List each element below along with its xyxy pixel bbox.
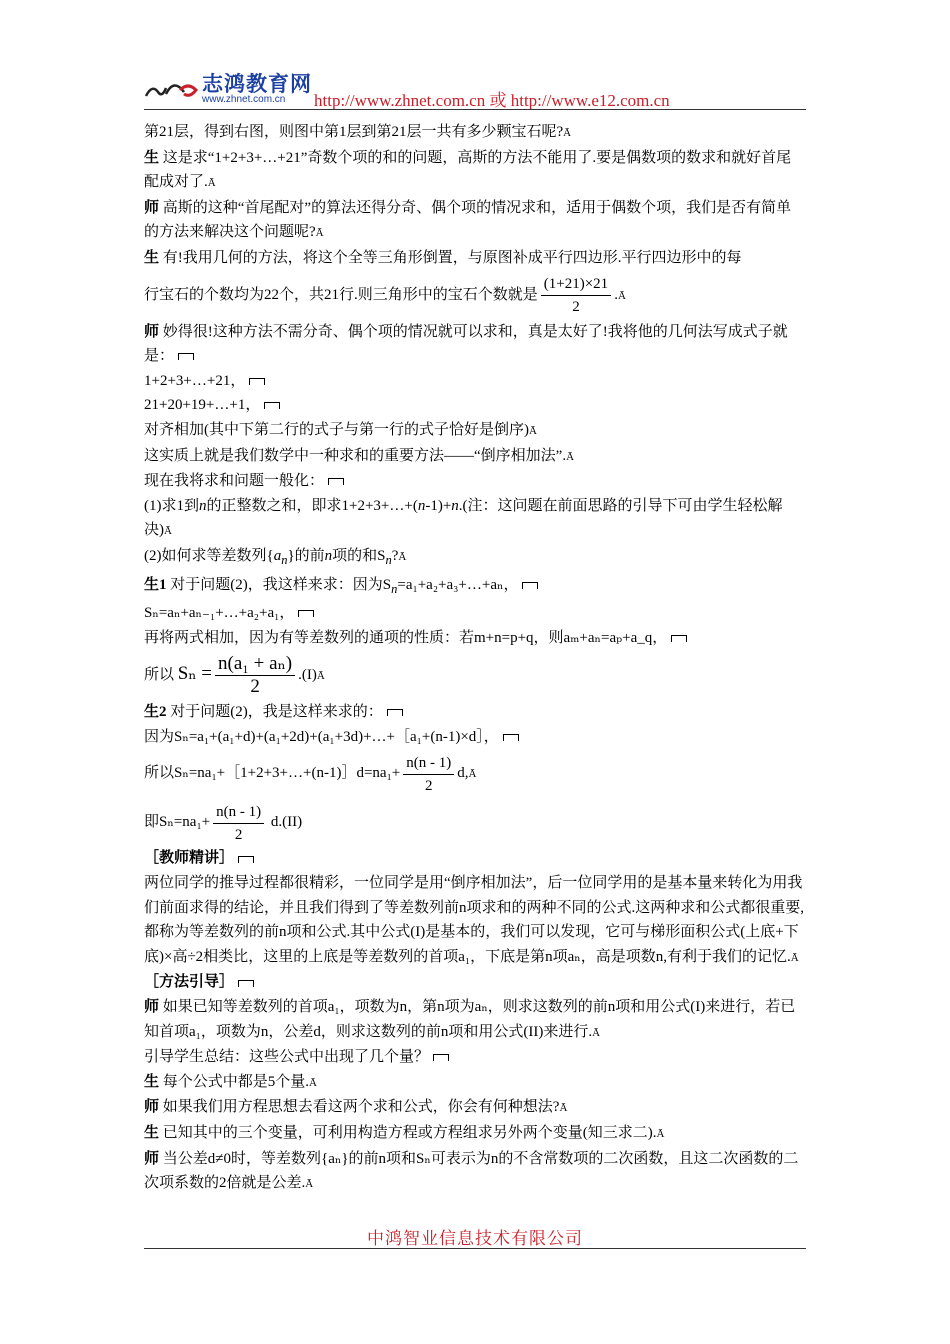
link-zhnet[interactable]: http://www.zhnet.com.cn [314, 91, 486, 110]
footer-rule [144, 1248, 806, 1249]
speaker-teacher: 师 [144, 199, 160, 216]
paragraph: 生 已知其中的三个变量，可利用构造方程或方程组求另外两个变量(知三求二).Ā [144, 1125, 665, 1141]
paragraph: 生 每个公式中都是5个量.Ā [144, 1073, 317, 1090]
speaker-teacher: 师 [144, 1150, 160, 1167]
return-mark-icon [249, 378, 265, 385]
paragraph: 再将两式相加，因为有等差数列的通项的性质：若m+n=p+q，则aₘ+aₙ=aₚ+a_q， [144, 626, 806, 651]
speaker-teacher: 师 [144, 323, 160, 340]
speaker-teacher: 师 [144, 999, 160, 1016]
return-mark-icon [522, 582, 538, 589]
paragraph: 行宝石的个数均为22个，共21行.则三角形中的宝石个数就是 $\frac{(1+21)\times 21}{2}$ .Ā [144, 271, 806, 320]
return-mark-icon [238, 856, 254, 863]
return-mark-icon [298, 610, 314, 617]
paragraph: 现在我将求和问题一般化： [144, 469, 806, 494]
formula-line: 所以Sₙ=na₁+［1+2+3+…+(n-1)］d=na₁+ $\frac{n(n - 1)}{2}$ d,Ā [144, 749, 806, 798]
speaker-student: 生 [144, 1125, 160, 1141]
return-mark-icon [178, 353, 194, 360]
return-mark-icon [387, 709, 403, 716]
return-mark-icon [238, 980, 254, 987]
page-header [144, 66, 806, 110]
speaker-student: 生 [144, 1073, 160, 1090]
site-logo[interactable] [144, 68, 314, 108]
logo-swoosh-icon [144, 68, 200, 108]
fraction: $\frac{\text{n(a₁ + aₙ)}}{2}$ [215, 653, 295, 698]
formula-line: 即Sₙ=na₁+ $\frac{n(n - 1)}{2}$ d.(II) [144, 798, 806, 846]
paragraph: 21+20+19+…+1， [144, 393, 806, 418]
header-links [314, 86, 670, 111]
paragraph: (2)如何求等差数列$\{a_n\}$的前n项的和$S_n?Ā$ [144, 547, 407, 567]
return-mark-icon [503, 734, 519, 741]
link-e12[interactable]: http://www.e12.com.cn [510, 91, 670, 110]
return-mark-icon [328, 478, 344, 485]
paragraph: 1+2+3+…+21， [144, 369, 806, 394]
formula-line: 所以 Sₙ = $\frac{\text{n(a₁ + aₙ)}}{2}$ .(I)Ā [144, 653, 325, 698]
header-rule [144, 109, 806, 110]
speaker-student: 生 [144, 149, 160, 166]
paragraph: Sₙ=aₙ+aₙ₋₁+…+a₂+a₁， [144, 601, 806, 626]
link-separator: 或 [485, 91, 511, 110]
return-mark-icon [264, 402, 280, 409]
section-heading: ［方法引导］ [144, 970, 806, 995]
return-mark-icon [433, 1054, 449, 1061]
paragraph: 师 妙得很!这种方法不需分奇、偶个项的情况就可以求和，真是太好了!我将他的几何法写成式子就是： [144, 323, 788, 365]
logo-title: 志鸿教育网 [202, 72, 312, 96]
speaker-teacher: 师 [144, 1099, 160, 1116]
paragraph: 两位同学的推导过程都很精彩，一位同学是用“倒序相加法”，后一位同学用的是基本量来转化为用我们前面求得的结论，并且我们得到了等差数列前n项求和的两种不同的公式.这两种求和公式都很重要,都称为等差数列的前n项和公式.其中公式(I)是基本的，我们可以发现，它可与梯形面积公式(上底+下底)×高÷2相类比，这里的上底是等差数列的首项a₁，下底是第n项aₙ，高是项数n,有利于我们的记忆.Ā [144, 875, 805, 965]
paragraph: 生 这是求“1+2+3+…+21”奇数个项的和的问题，高斯的方法不能用了.要是偶数项的数求和就好首尾配成对了.Ā [144, 149, 792, 191]
paragraph: 引导学生总结：这些公式中出现了几个量？ [144, 1045, 806, 1070]
paragraph: 生2 对于问题(2)，我是这样来求的： [144, 700, 806, 725]
paragraph: 师 高斯的这种“首尾配对”的算法还得分奇、偶个项的情况求和，适用于偶数个项，我们是否有简单的方法来解决这个问题呢?Ā [144, 199, 792, 241]
paragraph: 生1 对于问题(2)，我这样来求：因为$S_n=a_1+a_2+a_3+\dots+a_n$， [144, 573, 806, 602]
paragraph: 生 有!我用几何的方法，将这个全等三角形倒置，与原图补成平行四边形.平行四边形中的每 [144, 249, 742, 266]
paragraph: 这实质上就是我们数学中一种求和的重要方法——“倒序相加法”.Ā [144, 447, 575, 464]
paragraph: 师 如果我们用方程思想去看这两个求和公式，你会有何种想法?Ā [144, 1099, 568, 1116]
fraction: $\frac{n(n - 1)}{2}$ [213, 801, 264, 846]
fraction: $\frac{(1+21)\times 21}{2}$ [541, 273, 611, 318]
logo-url: www.zhnet.com.cn [202, 94, 286, 105]
paragraph: (1)求1到n的正整数之和，即求1+2+3+…+(n-1)+n.(注：这问题在前面思路的引导下可由学生轻松解决)Ā [144, 497, 783, 539]
fraction: $\frac{n(n - 1)}{2}$ [403, 752, 454, 797]
return-mark-icon [671, 635, 687, 642]
section-heading: ［教师精讲］ [144, 846, 806, 871]
speaker-student-1: 生1 [144, 576, 167, 593]
paragraph: 师 当公差d≠0时，等差数列{aₙ}的前n项和Sₙ可表示为n的不含常数项的二次函数，且这二次函数的二次项系数的2倍就是公差.Ā [144, 1150, 799, 1192]
paragraph: 第21层，得到右图，则图中第1层到第21层一共有多少颗宝石呢?Ā [144, 124, 572, 140]
paragraph: 对齐相加(其中下第二行的式子与第一行的式子恰好是倒序)Ā [144, 421, 537, 438]
speaker-student: 生 [144, 249, 160, 266]
speaker-student-2: 生2 [144, 704, 167, 721]
paragraph: 师 如果已知等差数列的首项a₁，项数为n，第n项为aₙ，则求这数列的前n项和用公式(I)来进行，若已知首项a₁，项数为n，公差d，则求这数列的前n项和用公式(II)来进行.Ā [144, 999, 796, 1040]
paragraph: 因为Sₙ=a₁+(a₁+d)+(a₁+2d)+(a₁+3d)+…+［a₁+(n-1)×d］， [144, 725, 806, 750]
body-text [144, 120, 806, 1197]
footer-company: 中鸿智业信息技术有限公司 [367, 1229, 583, 1248]
